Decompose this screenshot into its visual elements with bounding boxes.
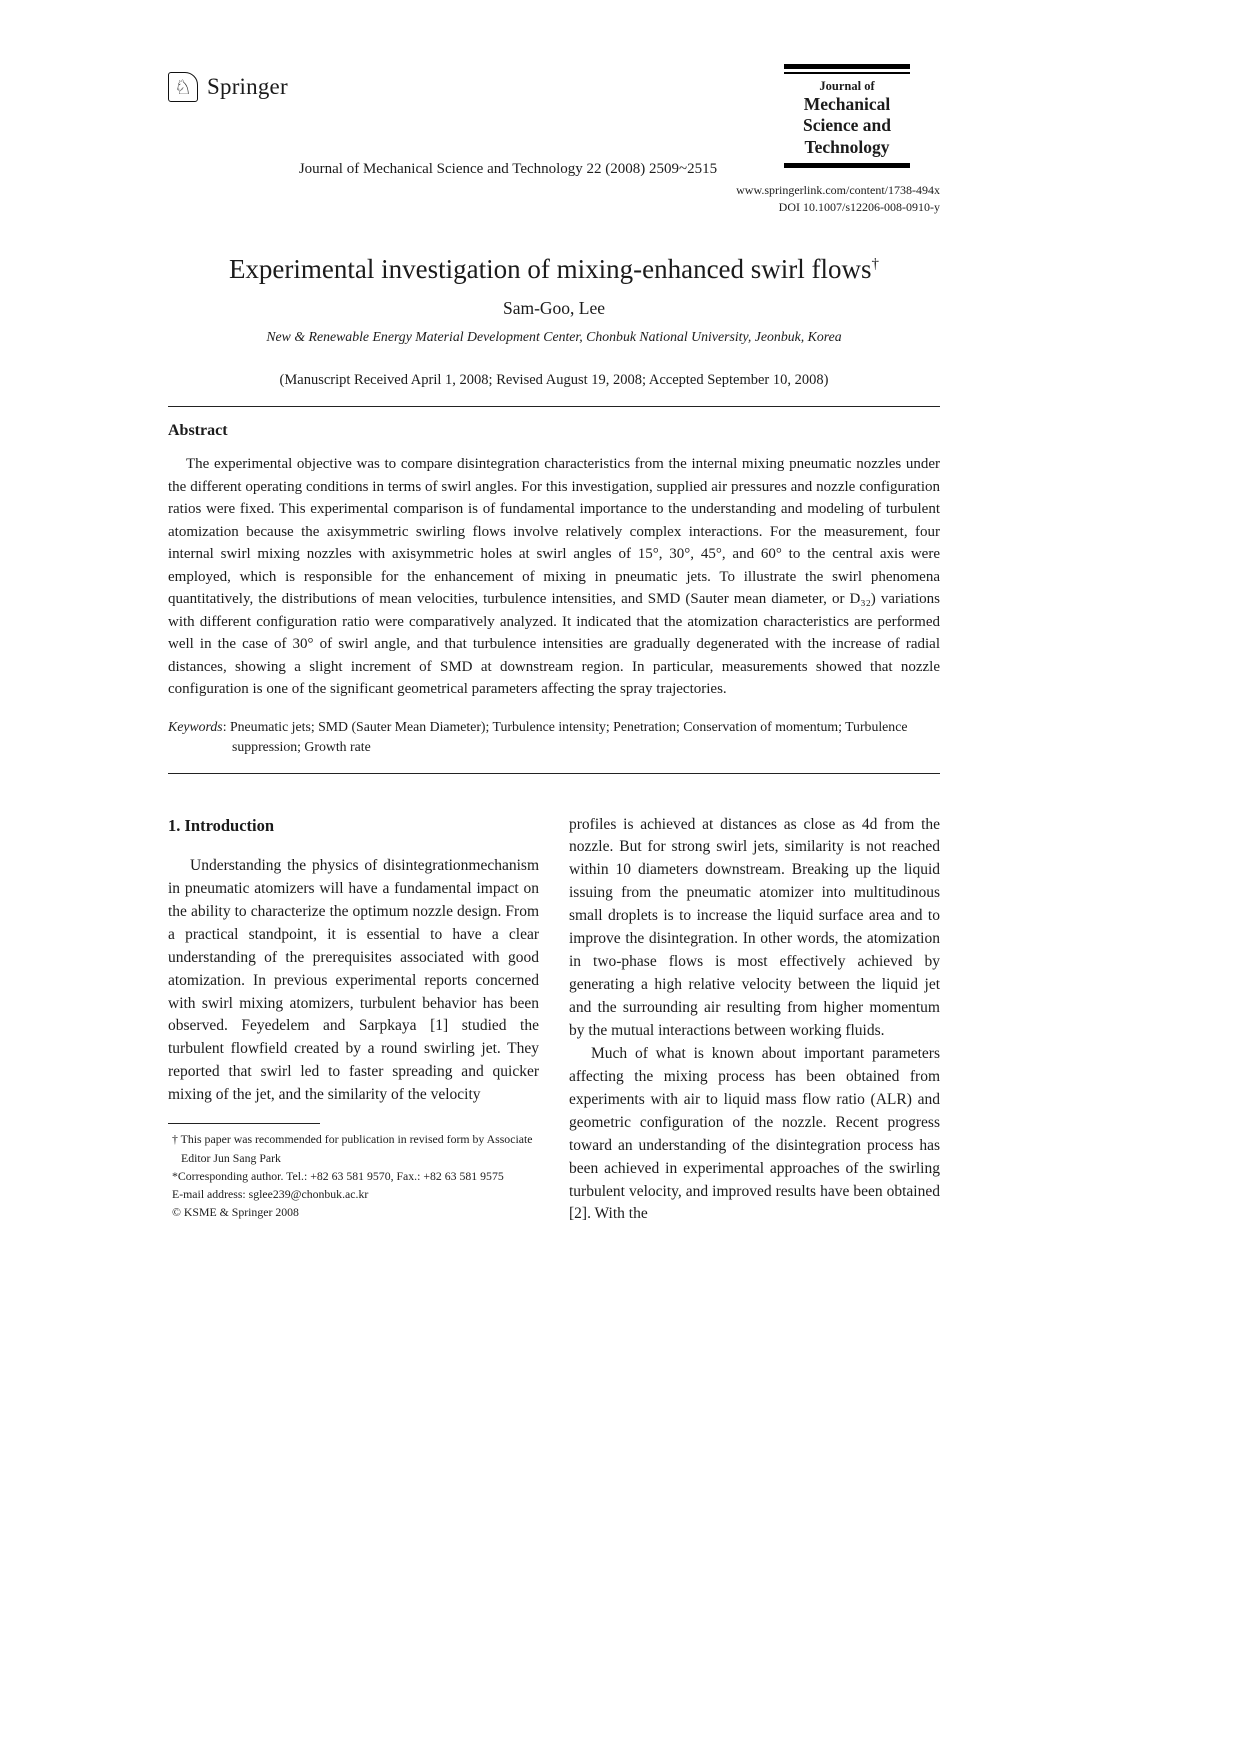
springer-wordmark: Springer: [207, 74, 288, 99]
right-paragraph-2: Much of what is known about important parameters affecting the mixing process has been obtained from experiments with air to liquid mass flow ratio (ALR) and geometric configuration of the nozzle. Recent progress toward an understanding of the disintegration process has been achieved in experimental approaches of the swirling turbulent velocity, and improved results have been obtained [2]. With the: [569, 1044, 940, 1223]
footnote-block: [168, 1123, 539, 1221]
journal-logo-line-1: Journal of: [819, 79, 875, 93]
paper-title-text: Experimental investigation of mixing-enhanced swirl flows: [228, 254, 872, 284]
footnote-rule: [168, 1123, 320, 1124]
footnote-email: E-mail address: sglee239@chonbuk.ac.kr: [172, 1187, 369, 1202]
abstract-heading: Abstract: [168, 422, 228, 439]
springerlink-url: www.springerlink.com/content/1738-494x: [736, 183, 940, 197]
logo-top-bar: [784, 64, 910, 69]
author-affiliation: New & Renewable Energy Material Development Center, Chonbuk National University, Jeonbuk, Korea: [266, 329, 842, 344]
keywords-text: : Pneumatic jets; SMD (Sauter Mean Diameter); Turbulence intensity; Penetration; Conservation of momentum; Turbulence suppression; Growth rate: [222, 718, 908, 754]
right-column: [569, 814, 940, 1227]
keywords-line: [168, 717, 940, 757]
paper-page: [168, 0, 940, 1226]
doi-text: DOI 10.1007/s12206-008-0910-y: [778, 200, 940, 215]
footnote-corresponding-author: *Corresponding author. Tel.: +82 63 581 9570, Fax.: +82 63 581 9575: [172, 1168, 504, 1183]
separator-line-top: [168, 406, 940, 407]
logo-top-bar-thin: [784, 72, 910, 74]
springer-brand: [168, 72, 288, 102]
author-name: Sam-Goo, Lee: [502, 298, 606, 318]
left-column: [168, 814, 539, 1227]
journal-logo-line-4: Technology: [804, 136, 890, 157]
section-heading-introduction: 1. Introduction: [168, 815, 275, 835]
footnote-recommendation: † This paper was recommended for publication in revised form by Associate Editor Jun Sang Park: [172, 1132, 533, 1165]
body-columns: [168, 814, 940, 1227]
journal-citation: Journal of Mechanical Science and Technology 22 (2008) 2509~2515: [298, 161, 718, 177]
keywords-label: Keywords: [168, 718, 223, 734]
journal-logo-line-3: Science and: [803, 115, 891, 136]
intro-paragraph: Understanding the physics of disintegrationmechanism in pneumatic atomizers will have a fundamental impact on the ability to characterize the optimum nozzle design. From a practical standpoint, it is essential to have a clear understanding of the prerequisites associated with good atomization. In previous experimental reports concerned with swirl mixing atomizers, turbulent behavior has been observed. Feyedelem and Sarpkaya [1] studied the turbulent flowfield created by a round swirling jet. They reported that swirl led to faster spreading and quicker mixing of the jet, and the similarity of the velocity: [168, 856, 539, 1104]
abstract-text: The experimental objective was to compare disintegration characteristics from the internal mixing pneumatic nozzles under the different operating conditions in terms of swirl angles. For this investigation, supplied air pressures and nozzle configuration ratios were fixed. This experimental comparison is of fundamental importance to the understanding and modeling of turbulent atomization because the axisymmetric swirling flows involve relatively complex interactions. For the measurement, four internal swirl mixing nozzles with axisymmetric holes at swirl angles of 15°, 30°, 45°, and 60° to the central axis were employed, which is responsible for the enhancement of mixing in pneumatic jets. To illustrate the swirl phenomena quantitatively, the distributions of mean velocities, turbulence intensities, and SMD (Sauter mean diameter, or D₃₂) variations with different configuration ratio were comparatively analyzed. It indicated that the atomization characteristics are performed well in the case of 30° of swirl angle, and that turbulence intensities are gradually degenerated with the increase of radial distances, showing a slight increment of SMD at downstream region. In particular, measurements showed that nozzle configuration is one of the significant geometrical parameters affecting the spray trajectories.: [168, 456, 940, 697]
journal-logo-box: [784, 64, 910, 168]
separator-line-bottom: [168, 773, 940, 774]
right-paragraph-1: profiles is achieved at distances as close as 4d from the nozzle. But for strong swirl jets, similarity is not reached within 10 diameters downstream. Breaking up the liquid issuing from the pneumatic atomizer into multitudinous small droplets is to increase the liquid surface area and to improve the disintegration. In other words, the atomization in two-phase flows is most effectively achieved by generating a high relative velocity between the liquid jet and the surrounding air resulting from higher momentum by the mutual interactions between working fluids.: [569, 815, 940, 1039]
logo-bottom-bar: [784, 163, 910, 168]
page-header: [168, 58, 940, 244]
abstract-section: [168, 422, 940, 757]
manuscript-history: (Manuscript Received April 1, 2008; Revised August 19, 2008; Accepted September 10, 2008): [279, 372, 829, 388]
journal-logo-line-2: Mechanical: [803, 94, 891, 114]
title-dagger: †: [871, 256, 880, 272]
springer-logo-icon: ♘: [168, 72, 198, 102]
footnote-copyright: © KSME & Springer 2008: [172, 1205, 299, 1220]
paper-title: [168, 254, 940, 285]
header-links: [736, 182, 940, 217]
